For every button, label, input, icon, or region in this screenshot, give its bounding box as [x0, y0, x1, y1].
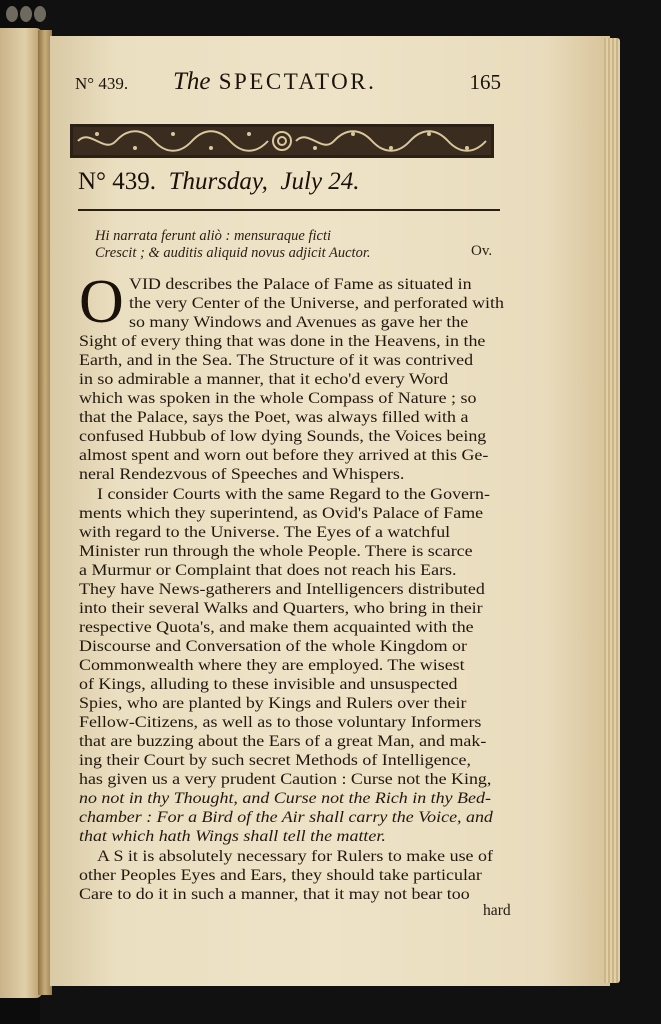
text-line: ing their Court by such secret Methods of Intelligence,	[79, 752, 471, 769]
page-fore-edge	[604, 38, 620, 983]
text-line: into their several Walks and Quarters, who bring in their	[79, 600, 483, 617]
text-line: with regard to the Universe. The Eyes of a watchful	[79, 524, 451, 541]
drop-cap: O	[79, 268, 124, 336]
text-line: Spies, who are planted by Kings and Rulers over their	[79, 695, 467, 712]
text-line: the very Center of the Universe, and perforated with	[129, 295, 504, 312]
text-line: other Peoples Eyes and Ears, they should take particular	[79, 867, 482, 884]
motto-source: Ov.	[471, 243, 493, 259]
text-line: so many Windows and Avenues as gave her the	[129, 314, 469, 331]
text-line: Minister run through the whole People. There is scarce	[79, 543, 473, 560]
text-line: in so admirable a manner, that it echo'd every Word	[79, 371, 449, 388]
text-line: confused Hubbub of low dying Sounds, the Voices being	[79, 428, 487, 445]
running-head-title-main: SPECTATOR.	[218, 69, 377, 94]
text-line: which was spoken in the whole Compass of Nature ; so	[79, 390, 477, 407]
issue-number: N° 439.	[78, 168, 157, 195]
text-line: no not in thy Thought, and Curse not the Rich in thy Bed-	[79, 790, 491, 807]
text-line: ments which they superintend, as Ovid's Palace of Fame	[79, 505, 484, 522]
motto-line-2: Crescit ; & auditis aliquid novus adjicit Auctor.	[95, 245, 371, 261]
text-line: Earth, and in the Sea. The Structure of it was contrived	[79, 352, 474, 369]
issue-date: July 24.	[280, 168, 360, 195]
text-line: that are buzzing about the Ears of a great Man, and mak-	[79, 733, 487, 750]
text-line: Sight of every thing that was done in the Heavens, in the	[79, 333, 486, 350]
text-line: A S it is absolutely necessary for Rulers to make use of	[97, 848, 493, 865]
page-number: 165	[469, 70, 501, 94]
left-page-edge	[0, 28, 42, 998]
running-head-number: N° 439.	[75, 74, 129, 93]
text-line: that which hath Wings shall tell the matter.	[79, 828, 386, 845]
text-line: almost spent and worn out before they arrived at this Ge-	[79, 447, 489, 464]
running-head-title	[173, 68, 376, 96]
text-line: has given us a very prudent Caution : Curse not the King,	[79, 771, 492, 788]
issue-heading	[78, 168, 360, 196]
text-line: Care to do it in such a manner, that it may not bear too	[79, 886, 470, 903]
text-line: VID describes the Palace of Fame as situated in	[129, 276, 472, 293]
catchword: hard	[483, 902, 511, 919]
motto-line-1: Hi narrata ferunt aliò : mensuraque ficti	[95, 228, 332, 244]
running-head-title-prefix: The	[173, 68, 211, 95]
text-line: chamber : For a Bird of the Air shall carry the Voice, and	[79, 809, 493, 826]
issue-day: Thursday,	[168, 168, 268, 195]
text-line: Discourse and Conversation of the whole Kingdom or	[79, 638, 467, 655]
text-line: neral Rendezvous of Speeches and Whispers.	[79, 466, 405, 483]
ornamental-headpiece	[70, 124, 494, 158]
text-line: respective Quota's, and make them acquainted with the	[79, 619, 474, 636]
text-line: Commonwealth where they are employed. The wisest	[79, 657, 465, 674]
running-head	[75, 66, 501, 106]
text-line: a Murmur or Complaint that does not reach his Ears.	[79, 562, 457, 579]
text-line: They have News-gatherers and Intelligencers distributed	[79, 581, 485, 598]
text-line: that the Palace, says the Poet, was always filled with a	[79, 409, 469, 426]
text-line: of Kings, alluding to these invisible and unsuspected	[79, 676, 458, 693]
text-line: Fellow-Citizens, as well as to those voluntary Informers	[79, 714, 482, 731]
heading-rule	[78, 209, 500, 211]
text-line: I consider Courts with the same Regard to the Govern-	[97, 486, 490, 503]
book-clip	[0, 0, 54, 28]
